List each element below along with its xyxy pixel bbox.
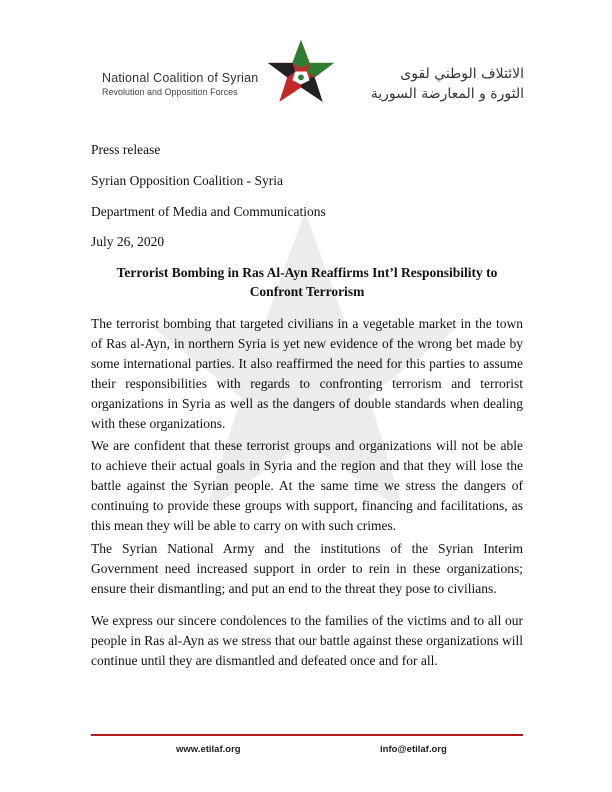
title-line1: Terrorist Bombing in Ras Al-Ayn Reaffirms Int’l Responsibility to [116, 265, 498, 280]
footer-email-link[interactable]: info@etilaf.org [380, 744, 447, 755]
release-date: July 26, 2020 [91, 234, 165, 249]
coalition-star-logo-icon [265, 37, 337, 109]
org-name-arabic-line2: الثورة و المعارضة السورية [370, 86, 524, 102]
title-line2: Confront Terrorism [249, 284, 365, 299]
paragraph-3: The Syrian National Army and the institutions of the Syrian Interim Government need increased support in order to rein in these organizations; ensure their dismantling; and put an end to the threat they pose to civilians. [91, 541, 523, 596]
paragraph-4: We express our sincere condolences to the families of the victims and to all our people in Ras al-Ayn as we stress that our battle against these organizations will continue until they are dismantled and defeated once and for all. [91, 613, 523, 668]
footer-divider [91, 734, 523, 736]
org-name-english-line2: Revolution and Opposition Forces [102, 87, 238, 97]
org-name-arabic [371, 64, 524, 104]
letterhead [0, 0, 612, 115]
paragraph-2: We are confident that these terrorist groups and organizations will not be able to achieve their actual goals in Syria and the region and that they will lose the battle against the Syrian people. At the same time we stress the dangers of continuing to provide these groups with support, financing and facilitations, as this mean they will be able to carry on with such crimes. [91, 438, 523, 533]
org-name-english-line1: National Coalition of Syrian [102, 71, 259, 85]
doc-type: Press release [91, 142, 161, 157]
org-name-english [102, 70, 258, 98]
org-name-arabic-line1: الائتلاف الوطني لقوى [400, 66, 524, 82]
department-name: Department of Media and Communications [91, 204, 326, 219]
organization-name: Syrian Opposition Coalition - Syria [91, 173, 283, 188]
press-release-title [91, 263, 523, 301]
footer-website-link[interactable]: www.etilaf.org [176, 744, 241, 755]
paragraph-1: The terrorist bombing that targeted civilians in a vegetable market in the town of Ras al-Ayn, in northern Syria is yet new evidence of the wrong bet made by some international parties. It also reaffirmed the need for this parties to assume their responsibilities with regards to confronting terrorism and terrorist organizations in Syria as well as the dangers of double standards when dealing with these organizations. [91, 316, 523, 431]
